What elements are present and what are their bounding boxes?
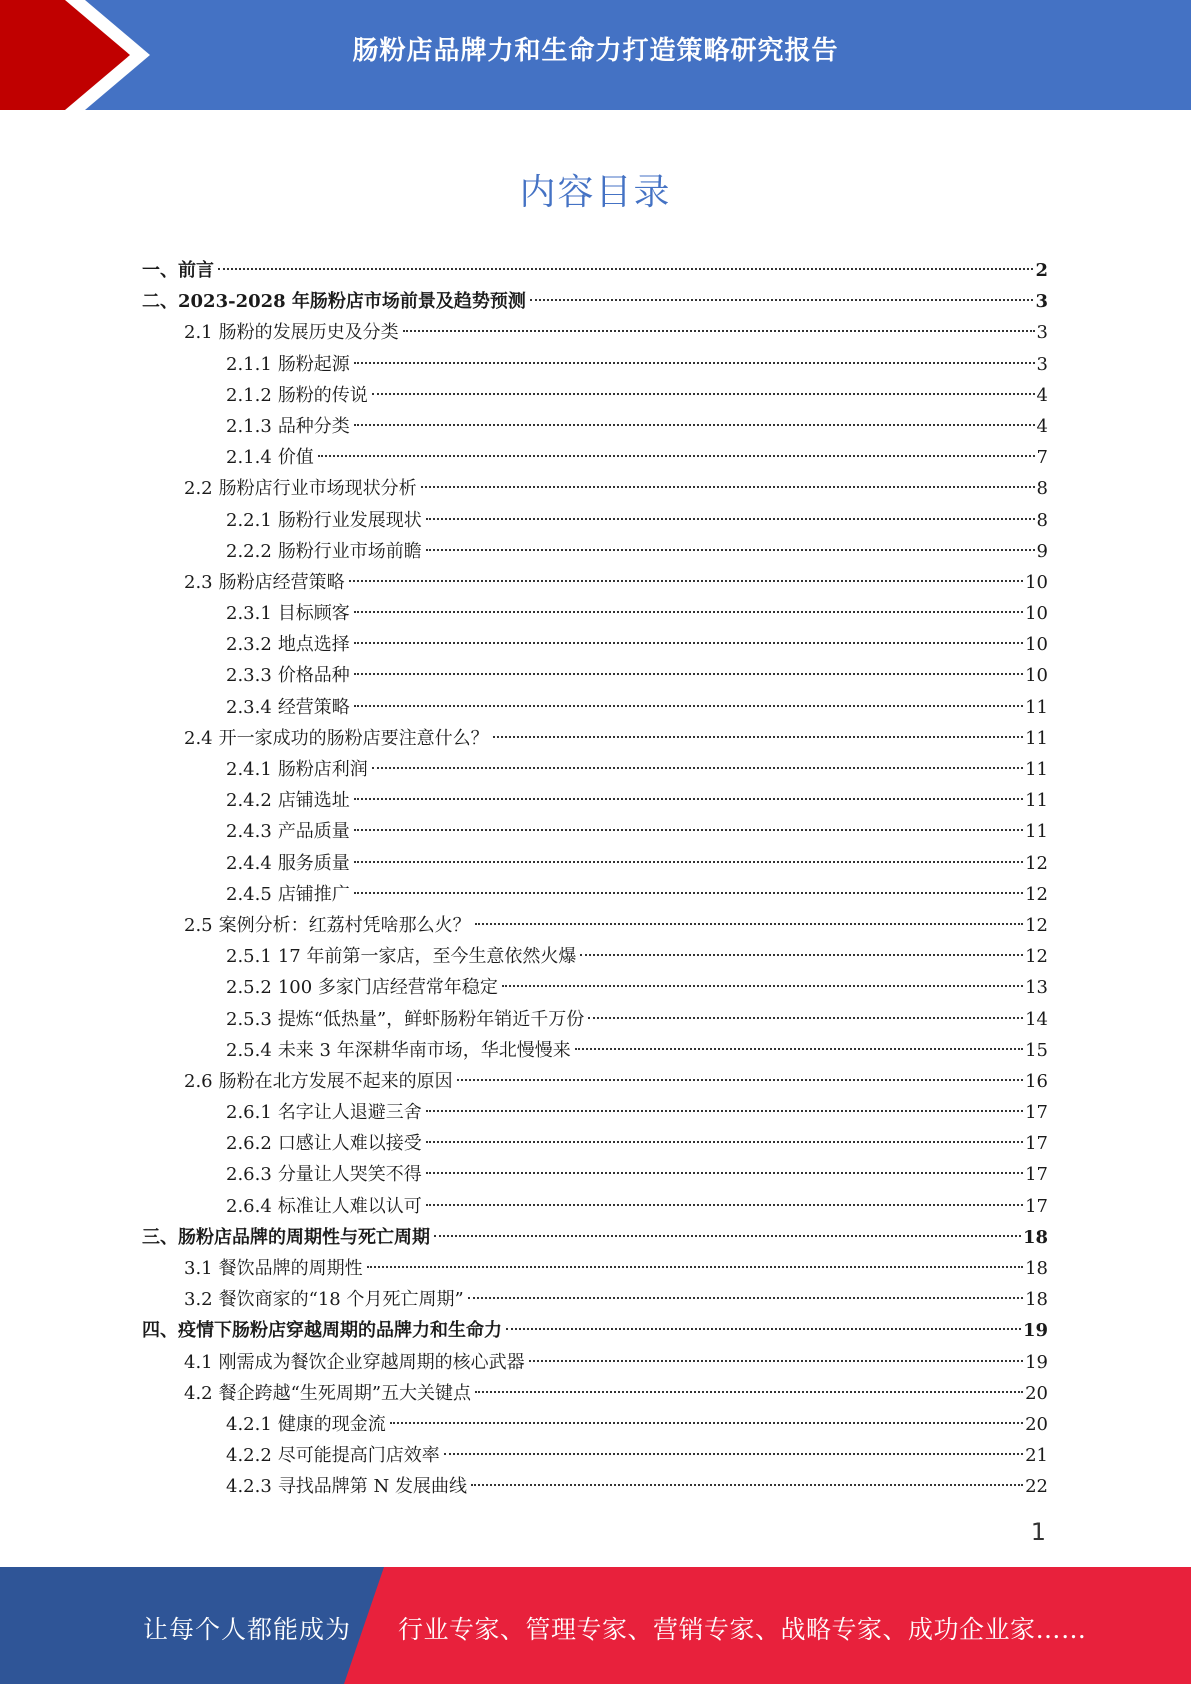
toc-dot-leader — [349, 580, 1023, 582]
toc-entry[interactable] — [142, 754, 1048, 785]
toc-entry-label: 餐饮商家的“18 个月死亡周期” — [218, 1289, 464, 1311]
toc-entry-page: 11 — [1025, 727, 1048, 749]
toc-dot-leader — [434, 1235, 1021, 1237]
toc-entry[interactable] — [142, 879, 1048, 910]
toc-entry-page: 12 — [1025, 852, 1048, 874]
toc-entry-page: 18 — [1022, 1226, 1048, 1248]
toc-entry-number: 4.2.3 — [226, 1476, 272, 1498]
toc-entry-page: 3 — [1035, 291, 1048, 313]
toc-dot-leader — [354, 705, 1023, 707]
toc-entry[interactable] — [142, 1409, 1048, 1440]
footer-slogan-left: 让每个人都能成为 — [143, 1615, 352, 1644]
toc-entry-number: 4.2 — [184, 1382, 213, 1404]
table-of-contents — [142, 255, 1048, 1503]
toc-entry-number: 2.4 — [184, 727, 213, 749]
toc-entry-page: 16 — [1025, 1070, 1048, 1092]
toc-entry-label: 肠粉店品牌的周期性与死亡周期 — [178, 1226, 430, 1248]
toc-entry-label: 肠粉店利润 — [277, 759, 368, 780]
toc-entry-number: 3.1 — [184, 1258, 213, 1279]
toc-entry-label: 健康的现金流 — [277, 1413, 386, 1435]
toc-dot-leader — [318, 455, 1035, 457]
toc-entry-number: 2.2.2 — [226, 540, 272, 562]
toc-entry-label: 店铺选址 — [277, 790, 350, 812]
toc-entry-label: 提炼“低热量”，鲜虾肠粉年销近千万份 — [277, 1008, 585, 1030]
toc-entry[interactable] — [142, 1097, 1048, 1128]
toc-entry-number: 2.1 — [184, 322, 213, 344]
toc-dot-leader — [367, 1266, 1023, 1268]
toc-dot-leader — [390, 1422, 1023, 1424]
toc-entry-label: 产品质量 — [277, 821, 350, 843]
toc-entry-number: 2.1.2 — [226, 384, 272, 406]
toc-entry-label: 目标顾客 — [277, 603, 350, 625]
toc-entry[interactable] — [142, 1440, 1048, 1471]
toc-entry-label: 品种分类 — [277, 415, 350, 437]
toc-entry-page: 17 — [1025, 1133, 1048, 1155]
toc-entry[interactable] — [142, 1191, 1048, 1222]
toc-dot-leader — [354, 611, 1023, 613]
toc-entry[interactable] — [142, 660, 1048, 691]
toc-entry-label: 经营策略 — [277, 696, 350, 718]
toc-dot-leader — [354, 861, 1023, 863]
toc-entry-number: 2.4.3 — [226, 821, 272, 843]
toc-entry-label: 地点选择 — [277, 634, 350, 656]
toc-entry-label: 肠粉的传说 — [277, 384, 368, 406]
toc-entry[interactable] — [142, 473, 1048, 504]
toc-dot-leader — [426, 1141, 1023, 1143]
toc-entry-page: 12 — [1025, 883, 1048, 905]
toc-entry-page: 10 — [1025, 665, 1048, 687]
toc-entry-label: 前言 — [178, 260, 214, 281]
toc-entry-number: 2.1.3 — [226, 415, 272, 437]
toc-entry-number: 2.5.3 — [226, 1008, 272, 1030]
toc-entry-page: 9 — [1036, 540, 1048, 562]
toc-entry-label: 餐企跨越“生死周期”五大关键点 — [218, 1382, 472, 1404]
toc-entry-page: 17 — [1025, 1195, 1048, 1217]
toc-entry[interactable] — [142, 1222, 1048, 1253]
toc-entry-label: 肠粉店行业市场现状分析 — [218, 478, 417, 500]
toc-entry-page: 19 — [1025, 1351, 1048, 1373]
toc-entry-label: 尽可能提高门店效率 — [277, 1445, 440, 1467]
toc-entry-number: 三、 — [142, 1226, 178, 1248]
toc-entry-page: 20 — [1025, 1382, 1048, 1404]
toc-dot-leader — [471, 1484, 1023, 1486]
report-title: 肠粉店品牌力和生命力打造策略研究报告 — [352, 36, 839, 66]
toc-dot-leader — [421, 486, 1035, 488]
toc-entry-label: 2023-2028 年肠粉店市场前景及趋势预测 — [178, 291, 526, 313]
toc-entry-number: 2.3.2 — [226, 634, 272, 656]
toc-entry[interactable] — [142, 567, 1048, 598]
toc-dot-leader — [530, 299, 1034, 301]
toc-entry-page: 17 — [1025, 1102, 1048, 1124]
toc-entry[interactable] — [142, 442, 1048, 473]
toc-dot-leader — [218, 268, 1033, 270]
toc-dot-leader — [493, 736, 1023, 738]
toc-entry-page: 18 — [1025, 1258, 1048, 1279]
toc-dot-leader — [426, 1110, 1023, 1112]
toc-entry-page: 8 — [1036, 509, 1048, 531]
toc-entry-number: 2.6.3 — [226, 1164, 272, 1186]
toc-entry-label: 寻找品牌第 N 发展曲线 — [277, 1476, 468, 1498]
toc-entry[interactable] — [142, 972, 1048, 1003]
toc-entry-label: 肠粉在北方发展不起来的原因 — [218, 1070, 453, 1092]
toc-title: 内容目录 — [519, 172, 672, 213]
toc-dot-leader — [457, 1079, 1023, 1081]
toc-entry-page: 21 — [1025, 1445, 1048, 1467]
toc-entry-page: 8 — [1036, 478, 1048, 500]
toc-entry-page: 3 — [1036, 322, 1048, 344]
toc-entry-label: 价值 — [277, 447, 314, 469]
toc-entry-number: 2.6.2 — [226, 1133, 272, 1155]
toc-dot-leader — [506, 1328, 1021, 1330]
toc-entry-label: 服务质量 — [277, 852, 350, 874]
toc-entry[interactable] — [142, 1315, 1048, 1346]
toc-entry[interactable] — [142, 1159, 1048, 1190]
toc-entry[interactable] — [142, 1004, 1048, 1035]
toc-entry[interactable] — [142, 1378, 1048, 1409]
toc-entry[interactable] — [142, 785, 1048, 816]
page-number: 1 — [1030, 1518, 1046, 1546]
toc-entry-page: 4 — [1036, 384, 1048, 406]
toc-entry-label: 肠粉行业发展现状 — [277, 509, 422, 531]
toc-entry-page: 14 — [1025, 1008, 1048, 1030]
toc-dot-leader — [354, 673, 1023, 675]
page-footer — [0, 1567, 1191, 1684]
toc-entry-number: 2.4.4 — [226, 852, 272, 874]
toc-entry-number: 2.3 — [184, 571, 213, 593]
toc-entry-number: 一、 — [142, 260, 178, 281]
toc-entry[interactable] — [142, 941, 1048, 972]
toc-entry[interactable] — [142, 1128, 1048, 1159]
toc-entry-number: 4.2.2 — [226, 1445, 272, 1467]
toc-entry-page: 19 — [1022, 1320, 1048, 1342]
toc-entry-number: 2.6.1 — [226, 1102, 272, 1124]
toc-entry-number: 2.3.3 — [226, 665, 272, 687]
toc-entry[interactable] — [142, 910, 1048, 941]
toc-entry-page: 10 — [1025, 571, 1048, 593]
toc-entry-label: 肠粉店经营策略 — [218, 571, 345, 593]
toc-entry-page: 3 — [1036, 353, 1048, 375]
toc-dot-leader — [475, 1391, 1023, 1393]
toc-entry-label: 口感让人难以接受 — [277, 1133, 422, 1155]
toc-entry-label: 刚需成为餐饮企业穿越周期的核心武器 — [218, 1351, 525, 1373]
toc-entry-number: 4.1 — [184, 1351, 213, 1373]
toc-entry[interactable] — [142, 286, 1048, 317]
toc-entry-page: 12 — [1025, 946, 1048, 968]
toc-entry-number: 2.3.1 — [226, 603, 272, 625]
toc-entry-page: 2 — [1035, 260, 1048, 281]
toc-entry-number: 2.6 — [184, 1070, 213, 1092]
toc-entry[interactable] — [142, 598, 1048, 629]
toc-entry-number: 2.5.1 — [226, 946, 272, 968]
toc-dot-leader — [426, 1172, 1023, 1174]
toc-dot-leader — [468, 1297, 1023, 1299]
page-header — [0, 0, 1191, 110]
toc-entry-number: 四、 — [142, 1320, 178, 1342]
toc-entry-label: 名字让人退避三舍 — [277, 1102, 422, 1124]
toc-entry-label: 分量让人哭笑不得 — [277, 1164, 422, 1186]
toc-entry-label: 100 多家门店经营常年稳定 — [277, 977, 498, 999]
toc-entry-page: 17 — [1025, 1164, 1048, 1186]
toc-entry[interactable] — [142, 411, 1048, 442]
toc-entry-page: 15 — [1025, 1039, 1048, 1061]
toc-entry[interactable] — [142, 1471, 1048, 1502]
toc-entry[interactable] — [142, 723, 1048, 754]
toc-entry-number: 2.4.5 — [226, 883, 272, 905]
toc-entry-number: 2.5.4 — [226, 1039, 272, 1061]
toc-entry-number: 2.1.1 — [226, 353, 272, 375]
toc-entry[interactable] — [142, 1253, 1048, 1284]
toc-dot-leader — [575, 1048, 1023, 1050]
toc-entry-page: 7 — [1036, 447, 1048, 469]
toc-entry-label: 标准让人难以认可 — [277, 1195, 422, 1217]
toc-entry[interactable] — [142, 1347, 1048, 1378]
toc-dot-leader — [354, 642, 1023, 644]
toc-dot-leader — [529, 1360, 1023, 1362]
toc-entry-number: 2.4.2 — [226, 790, 272, 812]
toc-entry-page: 11 — [1025, 696, 1048, 718]
toc-dot-leader — [354, 798, 1023, 800]
toc-entry-number: 2.1.4 — [226, 447, 272, 469]
toc-dot-leader — [426, 549, 1035, 551]
toc-entry-page: 22 — [1025, 1476, 1048, 1498]
toc-entry-number: 4.2.1 — [226, 1413, 272, 1435]
toc-dot-leader — [426, 518, 1035, 520]
toc-entry-number: 2.5.2 — [226, 977, 272, 999]
toc-dot-leader — [372, 393, 1035, 395]
toc-entry-label: 价格品种 — [277, 665, 350, 687]
toc-entry-label: 餐饮品牌的周期性 — [218, 1258, 363, 1279]
toc-entry[interactable] — [142, 692, 1048, 723]
toc-entry-label: 疫情下肠粉店穿越周期的品牌力和生命力 — [178, 1320, 502, 1342]
toc-dot-leader — [580, 954, 1023, 956]
toc-entry-page: 10 — [1025, 634, 1048, 656]
toc-entry-label: 开一家成功的肠粉店要注意什么？ — [218, 727, 489, 749]
toc-entry-label: 案例分析：红荔村凭啥那么火？ — [218, 914, 471, 936]
toc-entry-label: 肠粉行业市场前瞻 — [277, 540, 422, 562]
toc-entry[interactable] — [142, 349, 1048, 380]
toc-entry-page: 20 — [1025, 1413, 1048, 1435]
toc-entry-label: 店铺推广 — [277, 883, 350, 905]
toc-entry[interactable] — [142, 848, 1048, 879]
toc-dot-leader — [354, 829, 1023, 831]
toc-entry-page: 4 — [1036, 415, 1048, 437]
toc-entry-number: 3.2 — [184, 1289, 213, 1311]
toc-entry[interactable] — [142, 380, 1048, 411]
toc-entry-page: 10 — [1025, 603, 1048, 625]
toc-entry-number: 2.6.4 — [226, 1195, 272, 1217]
toc-entry-number: 2.2 — [184, 478, 213, 500]
toc-dot-leader — [444, 1453, 1023, 1455]
toc-entry-page: 11 — [1025, 759, 1048, 780]
toc-entry-page: 18 — [1025, 1289, 1048, 1311]
toc-dot-leader — [426, 1204, 1023, 1206]
toc-entry-number: 2.5 — [184, 914, 213, 936]
toc-entry-number: 2.4.1 — [226, 759, 272, 780]
toc-dot-leader — [588, 1017, 1023, 1019]
toc-entry-number: 2.2.1 — [226, 509, 272, 531]
toc-entry[interactable] — [142, 629, 1048, 660]
toc-entry[interactable] — [142, 816, 1048, 847]
toc-entry[interactable] — [142, 536, 1048, 567]
toc-dot-leader — [475, 923, 1023, 925]
toc-entry[interactable] — [142, 255, 1048, 286]
toc-dot-leader — [354, 892, 1023, 894]
toc-dot-leader — [372, 767, 1023, 769]
toc-dot-leader — [403, 330, 1035, 332]
toc-entry-page: 11 — [1025, 821, 1048, 843]
toc-entry-label: 肠粉起源 — [277, 353, 350, 375]
toc-entry[interactable] — [142, 505, 1048, 536]
toc-entry-label: 肠粉的发展历史及分类 — [218, 322, 399, 344]
toc-dot-leader — [354, 362, 1035, 364]
toc-dot-leader — [502, 985, 1023, 987]
toc-entry[interactable] — [142, 1284, 1048, 1315]
toc-entry[interactable] — [142, 317, 1048, 348]
toc-entry-page: 12 — [1025, 914, 1048, 936]
toc-entry-page: 11 — [1025, 790, 1048, 812]
footer-slogan-right: 行业专家、管理专家、营销专家、战略专家、成功企业家…… — [398, 1615, 1087, 1644]
toc-entry-number: 2.3.4 — [226, 696, 272, 718]
toc-entry-page: 13 — [1025, 977, 1048, 999]
toc-entry[interactable] — [142, 1035, 1048, 1066]
toc-entry-label: 未来 3 年深耕华南市场，华北慢慢来 — [277, 1039, 571, 1061]
toc-entry[interactable] — [142, 1066, 1048, 1097]
toc-dot-leader — [354, 424, 1035, 426]
toc-entry-label: 17 年前第一家店，至今生意依然火爆 — [277, 946, 577, 968]
toc-entry-number: 二、 — [142, 291, 178, 313]
